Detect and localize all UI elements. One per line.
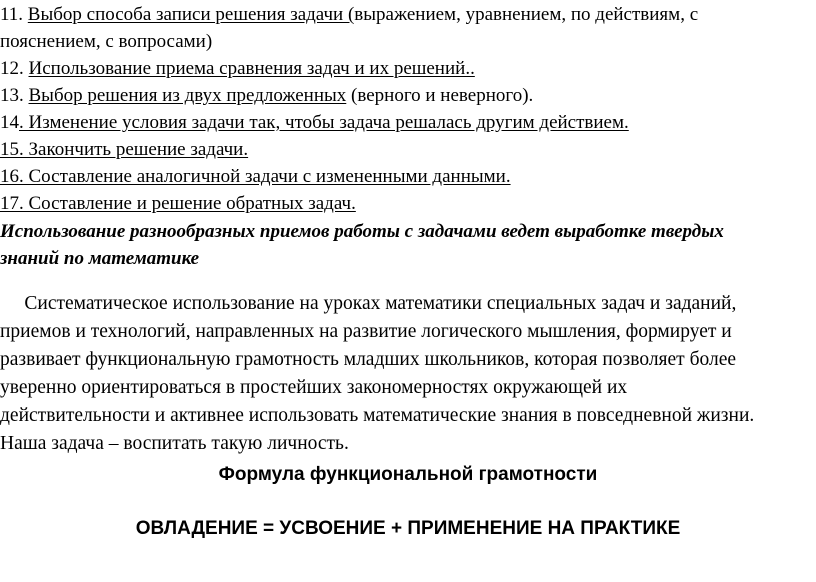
list-item-number: 12. xyxy=(0,58,24,79)
list-item-underlined-text: Использование приема сравнения задач и их решений.. xyxy=(28,58,475,79)
list-item-17 xyxy=(0,191,356,217)
paragraph-line-2: приемов и технологий, направленных на развитие логического мышления, формирует и xyxy=(0,321,732,342)
list-item-underlined-text: 15. Закончить решение задачи. xyxy=(0,139,249,160)
list-item-16 xyxy=(0,164,511,190)
list-item-12 xyxy=(0,56,475,82)
section-heading-line-1: Использование разнообразных приемов работы с задачами ведет выработке твердых xyxy=(0,221,724,242)
list-item-rest-text: пояснением, с вопросами) xyxy=(0,31,213,52)
paragraph-line-4: уверенно ориентироваться в простейших закономерностях окружающей их xyxy=(0,377,628,398)
list-item-13 xyxy=(0,83,533,109)
formula-title: Формула функциональной грамотности xyxy=(218,464,598,485)
formula-text: ОВЛАДЕНИЕ = УСВОЕНИЕ + ПРИМЕНЕНИЕ НА ПРАКТИКЕ xyxy=(135,518,681,539)
list-item-underlined-text: 17. Составление и решение обратных задач. xyxy=(0,193,356,214)
paragraph-line-6: Наша задача – воспитать такую личность. xyxy=(0,433,349,454)
list-item-number: 14 xyxy=(0,112,19,133)
list-item-11 xyxy=(0,2,698,28)
list-item-underlined-text: 16. Составление аналогичной задачи с измененными данными. xyxy=(0,166,511,187)
list-item-number: 13. xyxy=(0,85,24,106)
list-item-underlined-text: Выбор способа записи решения задачи ( xyxy=(27,4,355,25)
list-item-14 xyxy=(0,110,629,136)
paragraph-line-1: Систематическое использование на уроках математики специальных задач и заданий, xyxy=(0,293,737,314)
list-item-15 xyxy=(0,137,248,163)
section-heading-line-2: знаний по математике xyxy=(0,248,200,269)
list-item-underlined-text: Выбор решения из двух предложенных xyxy=(28,85,347,106)
list-item-underlined-text: . Изменение условия задачи так, чтобы задача решалась другим действием. xyxy=(19,112,629,133)
list-item-rest-text: выражением, уравнением, по действиям, с xyxy=(354,4,699,25)
paragraph-line-3: развивает функциональную грамотность младших школьников, которая позволяет более xyxy=(0,349,737,370)
list-item-number: 11. xyxy=(0,4,24,25)
list-item-11-continuation xyxy=(0,29,212,55)
list-item-rest-text: (верного и неверного). xyxy=(346,85,534,106)
paragraph-line-5: действительности и активнее использовать математические знания в повседневной жизни. xyxy=(0,405,755,426)
